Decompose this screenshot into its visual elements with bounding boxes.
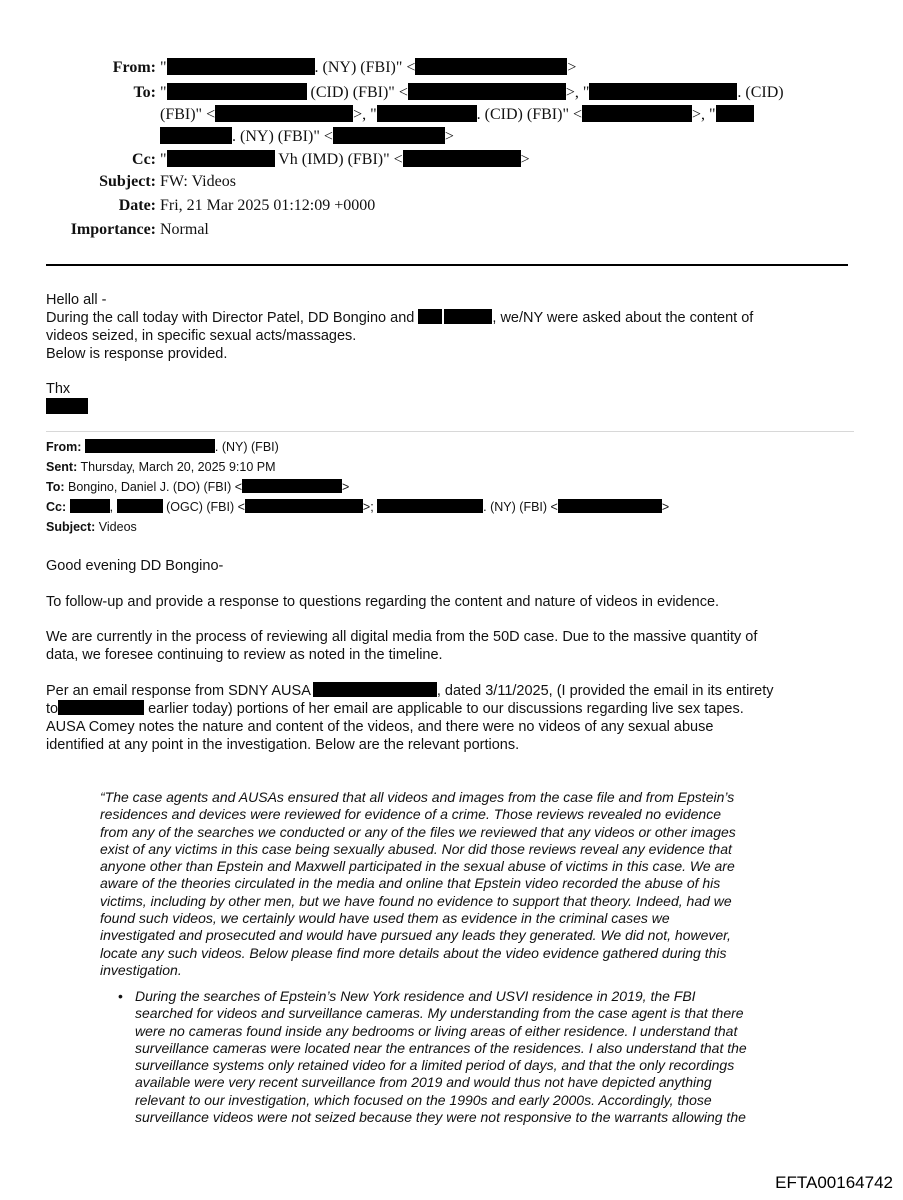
to-recipient-text: . (NY) (FBI)" < [232,128,333,145]
angle-close: > [567,59,577,76]
redaction [117,499,163,513]
quote-line: “The case agents and AUSAs ensured that all videos and images from the case file and from Epstein’s [100,789,735,805]
redaction [167,83,307,100]
from-label: From: [46,440,82,454]
sent-label: Sent: [46,460,78,474]
redaction [415,58,567,75]
quote-line: exist of any victims in this case being sexually abused. Nor did those reviews reveal any evidence that [100,840,732,857]
header1-to-line1 [58,82,784,104]
body2-paragraph-1: To follow-up and provide a response to questions regarding the content and nature of videos in evidence. [46,594,720,610]
quote-mark: " [160,151,167,168]
date-value: Fri, 21 Mar 2025 01:12:09 +0000 [160,197,376,214]
redaction [245,499,363,513]
quote-line: aware of the theories circulated in the media and online that Epstein video recorded the abuse of his [100,875,721,892]
angle-close: > [661,500,670,514]
body2-paragraph-2-line2: data, we foresee continuing to review as noted in the timeline. [46,647,443,663]
quoted-paragraph [100,789,736,979]
bullet-line: were no cameras found inside any bedrooms or living areas of either residence. I understand that [135,1022,738,1039]
header1-date-line [58,195,375,217]
document-id: EFTA00164742 [775,1173,893,1192]
to-recipient-text: (CID) (FBI)" < [306,84,408,101]
angle-close: > [342,480,350,494]
body1-line2: videos seized, in specific sexual acts/massages. [46,328,357,344]
from-value: . (NY) (FBI) [214,440,279,454]
redaction [558,499,662,513]
header1-cc-line [58,149,530,171]
from-sender-suffix: . (NY) (FBI)" < [314,59,416,76]
cc-label: Cc: [132,151,156,168]
header2-to-line [46,477,349,497]
redaction [377,105,477,122]
redaction [403,150,521,167]
body1-line1 [46,309,753,327]
cc-recipient-text: Vh (IMD) (FBI)" < [274,151,403,168]
quote-line: found such videos, we certainly would have used them as evidence in the criminal cases we [100,910,670,927]
redaction [377,499,483,513]
body2-paragraph-2-line1: We are currently in the process of reviewing all digital media from the 50D case. Due to the massive quantity of [46,629,758,645]
bullet-line: surveillance systems only retained video for a limited period of days, and that the only recordings [135,1057,735,1074]
body2-text: earlier today) portions of her email are applicable to our discussions regarding live sex tapes. [144,701,744,717]
body2-greeting: Good evening DD Bongino- [46,558,224,574]
body2-paragraph-3-line2 [46,700,744,718]
body2-text: , dated 3/11/2025, (I provided the email in its entirety [436,683,774,699]
quote-line: anyone other than Epstein and Maxwell participated in the sexual abuse of victims in this case. We are [100,858,735,875]
body1-line3: Below is response provided. [46,346,228,362]
quote-line: investigated and prosecuted and would have pursued any leads they generated. We did not, however, [100,927,731,944]
to-label: To: [133,84,156,101]
to-separator: >, " [353,106,377,123]
redaction [716,105,754,122]
header2-cc-line [46,497,669,517]
redaction [408,83,566,100]
header1-importance-line [58,219,209,241]
bullet-line: searched for videos and surveillance cameras. My understanding from the case agent is that there [135,1005,744,1022]
redaction [85,439,215,453]
subject-label: Subject: [46,520,96,534]
subject-value: Videos [98,520,137,534]
redaction [167,58,315,75]
cc-separator: >; [362,500,374,514]
to-recipient-text: . (CID) [737,84,784,101]
to-label: To: [46,480,65,494]
importance-value: Normal [160,221,209,238]
redaction [313,682,437,697]
from-label: From: [112,59,156,76]
redaction [242,479,342,493]
body1-text: During the call today with Director Patel, DD Bongino and [46,310,415,326]
header2-from-line [46,437,279,457]
cc-value: (OGC) (FBI) < [162,500,245,514]
redaction [160,127,232,144]
to-recipient-text: . (CID) (FBI)" < [476,106,582,123]
body2-text: to [46,701,59,717]
cc-label: Cc: [46,500,67,514]
body2-text: Per an email response from SDNY AUSA [46,683,311,699]
quote-line: residences and devices were reviewed for evidence of a crime. Those reviews revealed no evidence [100,806,721,823]
redaction [589,83,737,100]
body1-thx: Thx [46,381,71,397]
date-label: Date: [118,197,156,214]
bullet-line: surveillance videos were not seized because they were not responsive to the warrants allowing the [135,1109,746,1126]
redaction [418,309,442,324]
redaction [70,499,110,513]
quoted-bullet-item [135,988,747,1126]
header1-to-line3 [160,126,454,148]
importance-label: Importance: [70,221,156,238]
body2-paragraph-3-line1 [46,682,774,700]
quote-mark: " [160,59,167,76]
header1-to-line2 [160,104,754,126]
quote-line: victims, including by other men, but we have found no evidence to support that theory. Indeed, had we [100,892,732,909]
header-divider [46,264,848,266]
to-separator: >, " [692,106,716,123]
redaction [444,309,492,324]
to-recipient-text: (FBI)" < [160,106,216,123]
subject-value: FW: Videos [160,173,236,190]
header2-subject-line [46,517,137,537]
redaction [582,105,692,122]
quote-line: investigation. [100,961,182,978]
bullet-line: During the searches of Epstein’s New York residence and USVI residence in 2019, the FBI [135,988,696,1004]
angle-close: > [520,151,530,168]
signature-redaction [46,398,88,414]
bullet-line: surveillance cameras were located near the entrances of the residences. I also understand that the [135,1039,747,1056]
redaction [167,150,275,167]
redaction [58,700,144,715]
quote-line: from any of the searches we conducted or any of the files we reviewed that any videos or other images [100,823,736,840]
body2-paragraph-3-line4: identified at any point in the investigation. Below are the relevant portions. [46,737,520,753]
sent-value: Thursday, March 20, 2025 9:10 PM [80,460,276,474]
cc-value: . (NY) (FBI) < [483,500,558,514]
redaction [215,105,353,122]
bullet-line: available were very recent surveillance from 2019 and would thus not have depicted anything [135,1074,712,1091]
forward-divider [46,431,854,432]
body1-text: , we/NY were asked about the content of [492,310,754,326]
quote-mark: " [160,84,167,101]
body1-greeting: Hello all - [46,292,107,308]
quote-line: locate any such videos. Below please find more details about the video evidence gathered during this [100,944,727,961]
header1-subject-line [58,171,236,193]
to-separator: >, " [565,84,590,101]
subject-label: Subject: [99,173,156,190]
cc-separator: , [109,500,114,514]
body2-paragraph-3-line3: AUSA Comey notes the nature and content of the videos, and there were no videos of any sexual abuse [46,719,714,735]
bullet-icon: • [118,988,123,1004]
bullet-line: relevant to our investigation, which focused on the 1990s and early 2000s. Accordingly, those [135,1091,712,1108]
redaction [333,127,445,144]
angle-close: > [444,128,454,145]
header1-from-line [58,57,576,79]
to-value: Bongino, Daniel J. (DO) (FBI) < [68,480,243,494]
header2-sent-line [46,457,276,477]
